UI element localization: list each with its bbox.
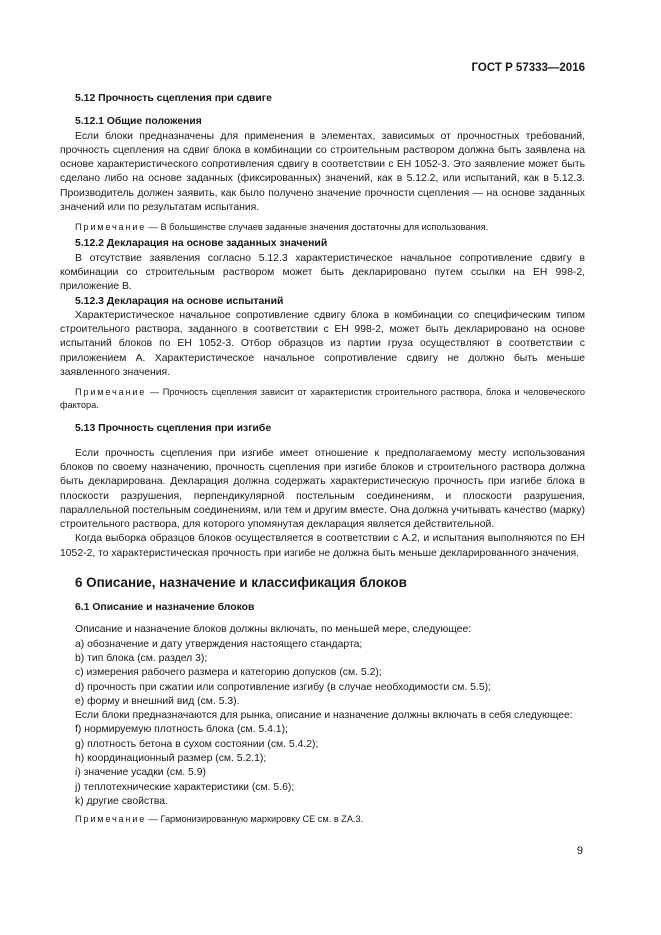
note-2-text: — Прочность сцепления зависит от характеристик строительного раствора, блока и человеческого фактора. [60,387,585,411]
page-content [60,88,585,826]
section-5-13-paragraph-2: Когда выборка образцов блоков осуществляется в соответствии с А.2, и испытания выполняются по ЕН 1052-2, то характеристическая прочность при изгибе не должна быть меньше декларированного значения. [60,533,585,559]
list-item: а) обозначение и дату утверждения настоящего стандарта; [75,638,363,650]
section-5-12-1-paragraph: Если блоки предназначены для применения в элементах, зависимых от прочностных требований, прочность сцепления на сдвиг блока в комбинации со строительным раствором должна быть заявлена на основе характеристического сопротивления сдвигу в соответствии с ЕН 1052-3. Это заявление может быть сделано либо на основе заданных (фиксированных) значений, как в 5.12.2, или испытаний, как в 5.12.3. Производитель должен заявить, как было получено значение прочности сцепления — на основе заданных значений или по результатам испытания. [60,130,585,214]
chapter-6-title: 6 Описание, назначение и классификация блоков [75,575,407,591]
list-item: f) нормируемую плотность блока (см. 5.4.1); [75,724,288,736]
list-item: e) форму и внешний вид (см. 5.3). [75,695,240,707]
note-2-label: Примечание [75,387,147,398]
note-1 [60,221,585,234]
section-5-12-1-title: 5.12.1 Общие положения [75,116,202,128]
list-item: i) значение усадки (см. 5.9) [75,767,206,779]
section-6-1-market-paragraph: Если блоки предназначаются для рынка, описание и назначение должны включать в себя следующее: [75,710,573,722]
section-5-13-paragraph-1: Если прочность сцепления при изгибе имеет отношение к предполагаемому месту использования блоков по своему назначению, прочность сцепления при изгибе блоков и строительного раствора должна быть декларирована. Декларация должна содержать характеристическую прочность при изгибе блока в плоскости разрушения, перпендикулярной постельным соединениям, и плоскости разрушения, параллельной постельным соединениям, или тем и другим вместе. Она должна учитывать качество (марку) строительного раствора, для которого упомянутая декларация является действительной. [60,447,585,531]
section-5-13-title: 5.13 Прочность сцепления при изгибе [75,423,272,435]
list-item: b) тип блока (см. раздел 3); [75,652,208,664]
section-6-1-title: 6.1 Описание и назначение блоков [75,602,255,614]
list-item: d) прочность при сжатии или сопротивление изгибу (в случае необходимости см. 5.5); [75,681,491,693]
page-number: 9 [576,845,583,857]
section-5-12-2-title: 5.12.2 Декларация на основе заданных значений [75,238,328,250]
section-5-12-2-paragraph: В отсутствие заявления согласно 5.12.3 характеристическое начальное сопротивление сдвигу в комбинации со строительным раствором может быть декларировано путем ссылки на ЕН 998-2, приложение В. [60,252,585,293]
list-item: c) измерения рабочего размера и категорию допусков (см. 5.2); [75,667,382,679]
list-item: g) плотность бетона в сухом состоянии (см. 5.4.2); [75,738,319,750]
section-5-12-3-paragraph: Характеристическое начальное сопротивление сдвигу блока в комбинации со специфическим типом строительного раствора, заданного в соответствии с ЕН 998-2, может быть декларировано на основе испытаний блоков по ЕН 1052-3. Отбор образцов из партии груза осуществляют в соответствии с приложением А. Характеристическое начальное сопротивление сдвигу не должно быть меньше заявленного значения. [60,309,585,379]
section-5-12-3-title: 5.12.3 Декларация на основе испытаний [75,295,284,307]
note-1-label: Примечание [75,222,147,233]
standard-header: ГОСТ Р 57333—2016 [471,62,585,74]
list-item: h) координационный размер (см. 5.2.1); [75,752,267,764]
note-2 [60,386,585,412]
note-3-label: Примечание [75,814,147,825]
note-3 [60,813,585,826]
list-item: j) теплотехнические характеристики (см. 5.6); [75,781,295,793]
list-item: k) другие свойства. [75,795,168,807]
note-3-text: — Гармонизированную маркировку СЕ см. в ZA.3. [146,814,364,825]
note-1-text: — В большинстве случаев заданные значения достаточны для использования. [146,222,489,233]
section-5-12-title: 5.12 Прочность сцепления при сдвиге [75,93,272,104]
section-6-1-intro: Описание и назначение блоков должны включать, по меньшей мере, следующее: [75,624,472,636]
